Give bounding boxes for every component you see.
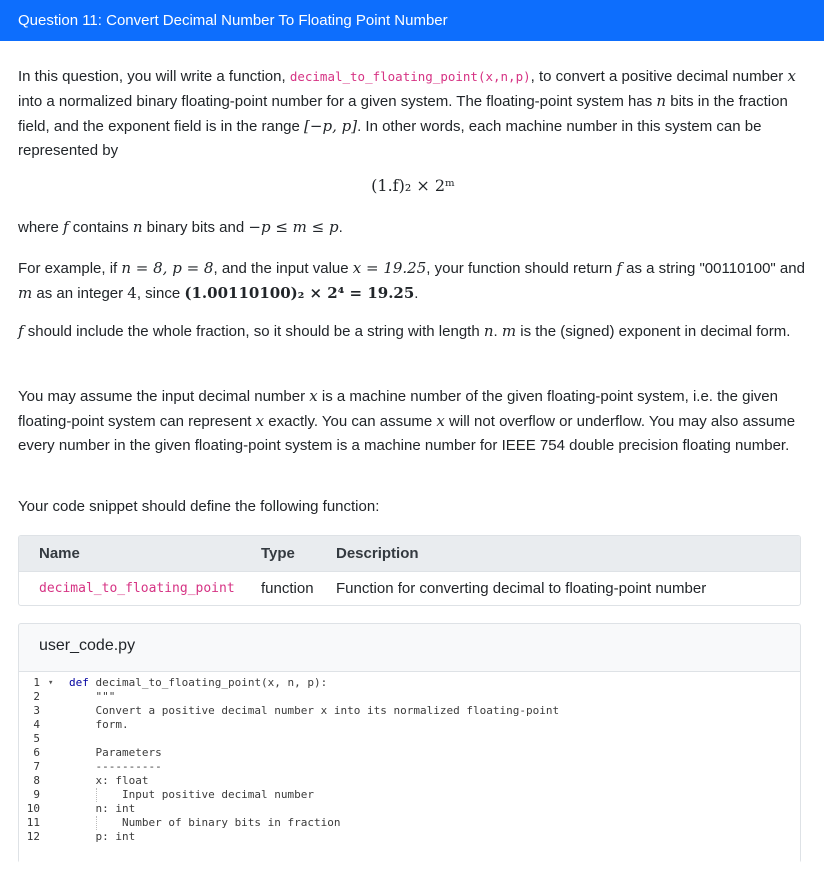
text: . — [414, 285, 419, 302]
math-example-result: (1.00110100)₂ × 2⁴ = 19.25 — [184, 284, 415, 302]
text: , since — [136, 285, 185, 302]
code-line[interactable] — [19, 746, 800, 760]
code-editor[interactable] — [19, 671, 800, 871]
line-number: 2 — [33, 690, 40, 703]
line-number: 1 — [33, 676, 40, 689]
question-title: Question 11: Convert Decimal Number To Floating Point Number — [18, 12, 448, 29]
fraction-note-paragraph — [18, 319, 808, 344]
function-name-cell: decimal_to_floating_point — [39, 581, 235, 596]
fold-toggle-icon[interactable]: ▾ — [48, 678, 54, 688]
math-m: m — [501, 322, 517, 340]
text: In this question, you will write a function, — [18, 68, 290, 85]
text: . — [493, 323, 502, 340]
code-card — [18, 623, 801, 863]
text: should include the whole fraction, so it should be a string with length — [23, 323, 484, 340]
math-four: 4 — [127, 284, 137, 302]
text: binary bits and — [142, 219, 249, 236]
math-range: [−p, p] — [304, 117, 358, 135]
inline-code-function: decimal_to_floating_point(x,n,p) — [289, 69, 531, 84]
math-m: m — [18, 284, 33, 302]
text: is a machine number of the given floating-point system, i.e. the given floating-point system can represent — [18, 388, 778, 430]
question-header — [0, 0, 824, 41]
text: , to convert a positive decimal number — [530, 68, 788, 85]
math-n: n — [656, 92, 667, 110]
code-line[interactable] — [19, 704, 800, 718]
code-text: x: float — [69, 774, 149, 787]
math-x: x — [436, 412, 445, 430]
line-number: 7 — [33, 760, 40, 773]
table-row — [19, 572, 800, 606]
column-header-type: Type — [261, 545, 295, 562]
line-number: 10 — [26, 802, 40, 815]
function-description-cell: Function for converting decimal to floating-point number — [336, 580, 707, 597]
code-line[interactable] — [19, 774, 800, 788]
text: You may assume the input decimal number — [18, 388, 310, 405]
code-line[interactable] — [19, 816, 800, 830]
code-line[interactable] — [19, 690, 800, 704]
text: , and the input value — [213, 260, 353, 277]
column-header-name: Name — [39, 545, 80, 562]
code-text: Number of binary bits in fraction — [69, 816, 341, 829]
math-input: x = 19.25 — [352, 259, 427, 277]
math-x: x — [255, 412, 265, 430]
code-file-title: user_code.py — [39, 637, 136, 654]
text: , your function should return — [426, 260, 617, 277]
code-line[interactable] — [19, 760, 800, 774]
code-text: n: int — [69, 802, 136, 815]
math-f: f — [18, 322, 24, 340]
math-x: x — [787, 67, 796, 85]
code-line[interactable] — [19, 788, 800, 802]
line-number: 11 — [26, 816, 40, 829]
line-number: 6 — [33, 746, 40, 759]
text: contains — [68, 219, 133, 236]
function-type-cell: function — [261, 580, 314, 597]
table-header — [19, 536, 800, 572]
assumption-paragraph — [18, 384, 808, 458]
code-line[interactable] — [19, 718, 800, 732]
line-number: 4 — [33, 718, 40, 731]
code-line[interactable] — [19, 802, 800, 816]
text: exactly. You can assume — [264, 413, 437, 430]
line-number: 5 — [33, 732, 40, 745]
example-paragraph — [18, 256, 808, 306]
line-number: 8 — [33, 774, 40, 787]
math-f: f — [63, 218, 69, 236]
code-line[interactable] — [19, 732, 800, 746]
column-header-description: Description — [336, 545, 419, 562]
code-text: def decimal_to_floating_point(x, n, p): — [69, 676, 328, 689]
text: bits in the fraction field, and the exponent field is in the range — [18, 93, 788, 135]
text: where — [18, 219, 64, 236]
code-text: form. — [69, 718, 129, 731]
code-text: Input positive decimal number — [69, 788, 315, 801]
code-text: Convert a positive decimal number x into its normalized floating-point — [69, 704, 560, 717]
intro-paragraph — [18, 64, 808, 163]
text: as an integer — [32, 285, 128, 302]
code-text: ---------- — [69, 760, 162, 773]
code-text: p: int — [69, 830, 136, 843]
text: For example, if — [18, 260, 122, 277]
code-text: """ — [69, 690, 116, 703]
text: into a normalized binary floating-point number for a given system. The floating-point system has — [18, 93, 657, 110]
text: will not overflow or underflow. You may also assume every number in the given floating-point system is a machine number for IEEE 754 double precision floating number. — [18, 413, 796, 454]
math-x: x — [309, 387, 318, 405]
math-inequality: −p ≤ m ≤ p — [248, 218, 339, 236]
where-paragraph — [18, 215, 808, 240]
math-n: n — [132, 218, 143, 236]
display-formula: (1.f)₂ × 2ᵐ — [371, 176, 455, 195]
function-table — [18, 535, 801, 606]
code-text: Parameters — [69, 746, 162, 759]
text: is the (signed) exponent in decimal form. — [516, 323, 791, 340]
text: as a string "00110100" and — [621, 260, 805, 277]
code-line[interactable] — [19, 676, 800, 690]
text: . — [338, 219, 343, 236]
line-number: 3 — [33, 704, 40, 717]
line-number: 9 — [33, 788, 40, 801]
line-number: 12 — [26, 830, 40, 843]
math-params: n = 8, p = 8 — [121, 259, 214, 277]
text: . In other words, each machine number in this system can be represented by — [18, 118, 762, 159]
math-f: f — [616, 259, 622, 277]
define-instruction: Your code snippet should define the following function: — [18, 498, 380, 515]
math-n: n — [483, 322, 494, 340]
